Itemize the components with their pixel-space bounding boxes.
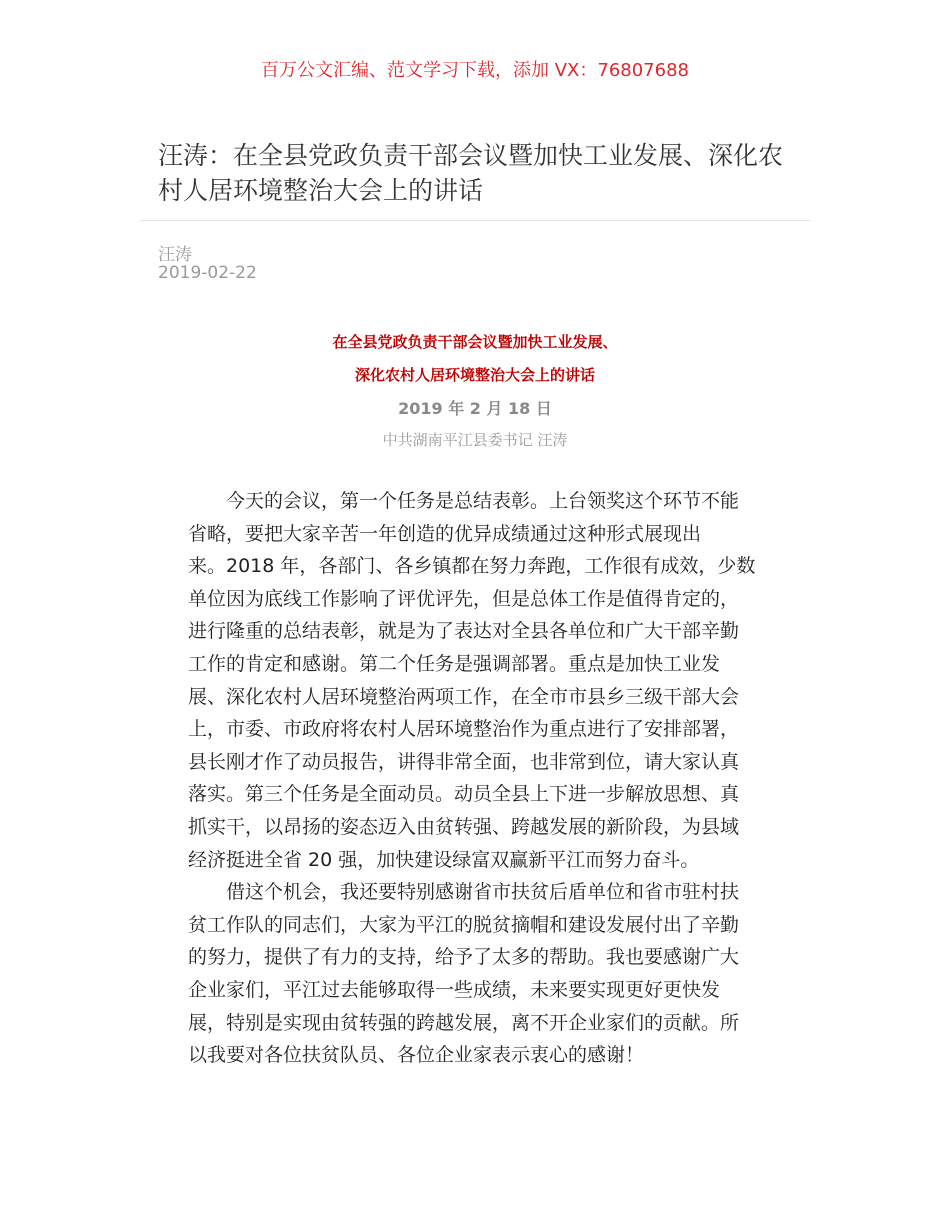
body-line: 展，特别是实现由贫转强的跨越发展，离不开企业家们的贡献。所 (188, 1011, 740, 1034)
body-line: 抓实干，以昂扬的姿态迈入由贫转强、跨越发展的新阶段，为县域 (188, 815, 740, 838)
body-line: 上，市委、市政府将农村人居环境整治作为重点进行了安排部署， (188, 718, 740, 741)
body-line: 来。2018 年，各部门、各乡镇都在努力奔跑，工作很有成效，少数 (188, 555, 756, 578)
body-line: 企业家们，平江过去能够取得一些成绩，未来要实现更好更快发 (188, 978, 721, 1001)
author: 汪涛 (158, 245, 192, 265)
body-line: 单位因为底线工作影响了评优评先，但是总体工作是值得肯定的， (188, 587, 740, 610)
doc-heading-line2: 深化农村人居环境整治大会上的讲话 (354, 366, 595, 384)
article-body (188, 485, 778, 1072)
body-line: 今天的会议，第一个任务是总结表彰。上台领奖这个环节不能 (226, 490, 740, 512)
body-line: 工作的肯定和感谢。第二个任务是强调部署。重点是加快工业发 (188, 652, 721, 675)
divider (140, 220, 810, 221)
body-line: 以我要对各位扶贫队员、各位企业家表示衷心的感谢！ (188, 1044, 645, 1067)
body-line: 县长刚才作了动员报告，讲得非常全面，也非常到位，请大家认真 (188, 750, 740, 773)
publish-date: 2019-02-22 (158, 263, 257, 283)
doc-heading-line1: 在全县党政负责干部会议暨加快工业发展、 (332, 333, 618, 351)
body-line: 进行隆重的总结表彰，就是为了表达对全县各单位和广大干部辛勤 (188, 620, 740, 643)
body-line: 借这个机会，我还要特别感谢省市扶贫后盾单位和省市驻村扶 (226, 881, 740, 904)
body-line: 经济挺进全省 20 强，加快建设绿富双赢新平江而努力奋斗。 (188, 848, 700, 871)
speaker-affiliation: 中共湖南平江县委书记 汪涛 (382, 431, 568, 449)
body-line: 的努力，提供了有力的支持，给予了太多的帮助。我也要感谢广大 (188, 946, 740, 969)
body-line: 落实。第三个任务是全面动员。动员全县上下进一步解放思想、真 (188, 783, 740, 806)
promo-banner: 百万公文汇编、范文学习下载，添加 VX：76807688 (261, 60, 689, 81)
body-line: 贫工作队的同志们，大家为平江的脱贫摘帽和建设发展付出了辛勤 (188, 913, 740, 936)
body-line: 展、深化农村人居环境整治两项工作，在全市市县乡三级干部大会 (188, 685, 740, 708)
speech-date: 2019 年 2 月 18 日 (398, 399, 552, 418)
body-line: 省略，要把大家辛苦一年创造的优异成绩通过这种形式展现出 (188, 522, 702, 545)
page-title: 汪涛：在全县党政负责干部会议暨加快工业发展、深化农村人居环境整治大会上的讲话 (158, 141, 784, 205)
